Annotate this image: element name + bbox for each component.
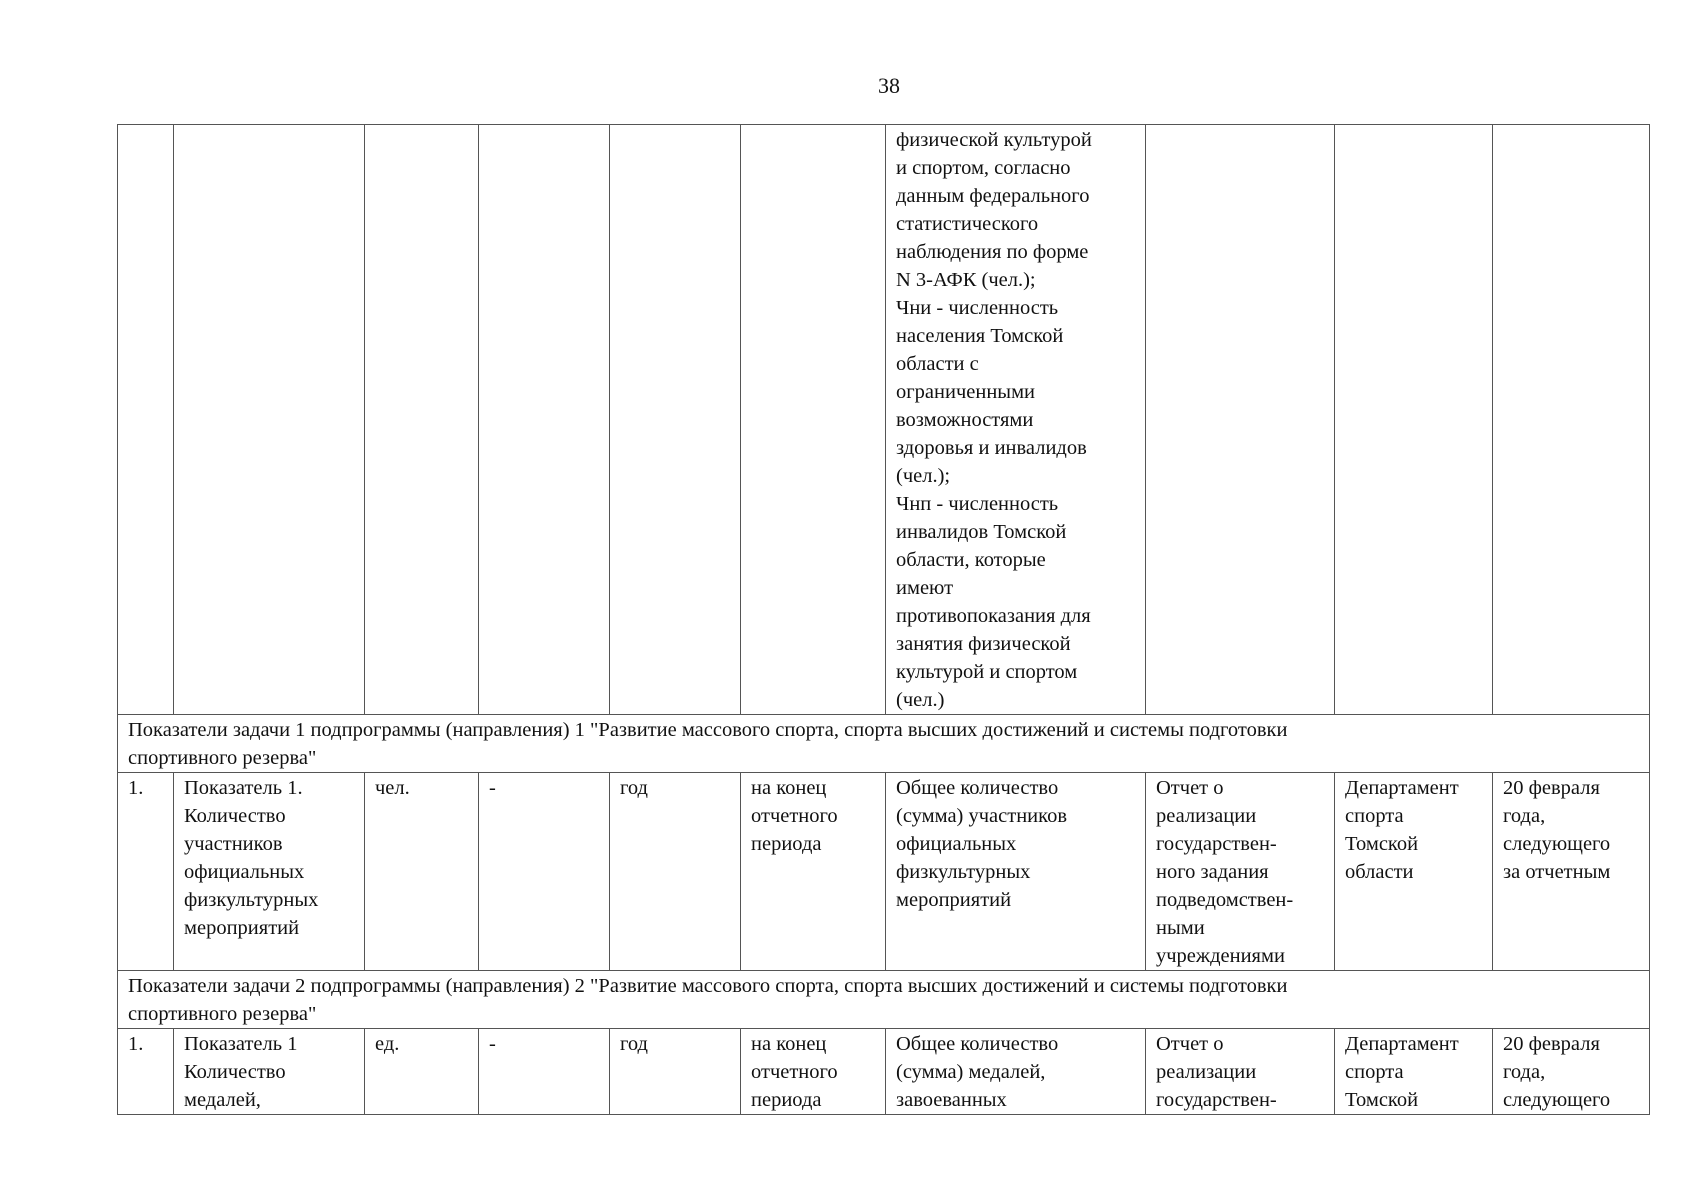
section-header-row	[118, 971, 1650, 1029]
table-row	[118, 773, 1650, 971]
cell-num: 1.	[118, 1029, 174, 1115]
cell-periodicity: год	[610, 773, 741, 971]
cell-time: на конец отчетного периода	[741, 773, 886, 971]
cell-num: 1.	[118, 773, 174, 971]
cell-responsible	[1335, 125, 1493, 715]
cell-time: на конец отчетного периода	[741, 1029, 886, 1115]
table-row-continuation	[118, 125, 1650, 715]
cell-indicator: Показатель 1 Количество медалей,	[174, 1029, 365, 1115]
cell-deadline: 20 февраля года, следующего за отчетным	[1493, 773, 1650, 971]
cell-trend: -	[479, 773, 610, 971]
cell-indicator: Показатель 1. Количество участников официальных физкультурных мероприятий	[174, 773, 365, 971]
cell-indicator	[174, 125, 365, 715]
cell-trend	[479, 125, 610, 715]
cell-responsible: Департамент спорта Томской области	[1335, 773, 1493, 971]
cell-source: Отчет о реализации государствен-	[1146, 1029, 1335, 1115]
cell-method: Общее количество (сумма) участников официальных физкультурных мероприятий	[886, 773, 1146, 971]
section-title: Показатели задачи 1 подпрограммы (направления) 1 "Развитие массового спорта, спорта высших достижений и системы подготовки спортивного резерва"	[118, 715, 1650, 773]
cell-deadline	[1493, 125, 1650, 715]
section-header-row	[118, 715, 1650, 773]
cell-periodicity: год	[610, 1029, 741, 1115]
indicators-table	[117, 124, 1650, 1115]
cell-unit	[365, 125, 479, 715]
cell-method: физической культурой и спортом, согласно данным федерального статистического наблюдения по форме N 3-АФК (чел.); Чни - численность населения Томской области с ограниченными возможностями здоровья и инвалидов (чел.); Чнп - численность инвалидов Томской области, которые имеют противопоказания для занятия физической культурой и спортом (чел.)	[886, 125, 1146, 715]
table-row	[118, 1029, 1650, 1115]
cell-unit: ед.	[365, 1029, 479, 1115]
cell-trend: -	[479, 1029, 610, 1115]
section-title: Показатели задачи 2 подпрограммы (направления) 2 "Развитие массового спорта, спорта высших достижений и системы подготовки спортивного резерва"	[118, 971, 1650, 1029]
cell-source: Отчет о реализации государствен- ного задания подведомствен- ными учреждениями	[1146, 773, 1335, 971]
cell-unit: чел.	[365, 773, 479, 971]
cell-responsible: Департамент спорта Томской	[1335, 1029, 1493, 1115]
cell-time	[741, 125, 886, 715]
cell-periodicity	[610, 125, 741, 715]
cell-num	[118, 125, 174, 715]
cell-deadline: 20 февраля года, следующего	[1493, 1029, 1650, 1115]
cell-method: Общее количество (сумма) медалей, завоеванных	[886, 1029, 1146, 1115]
page-number: 38	[878, 73, 900, 98]
cell-source	[1146, 125, 1335, 715]
